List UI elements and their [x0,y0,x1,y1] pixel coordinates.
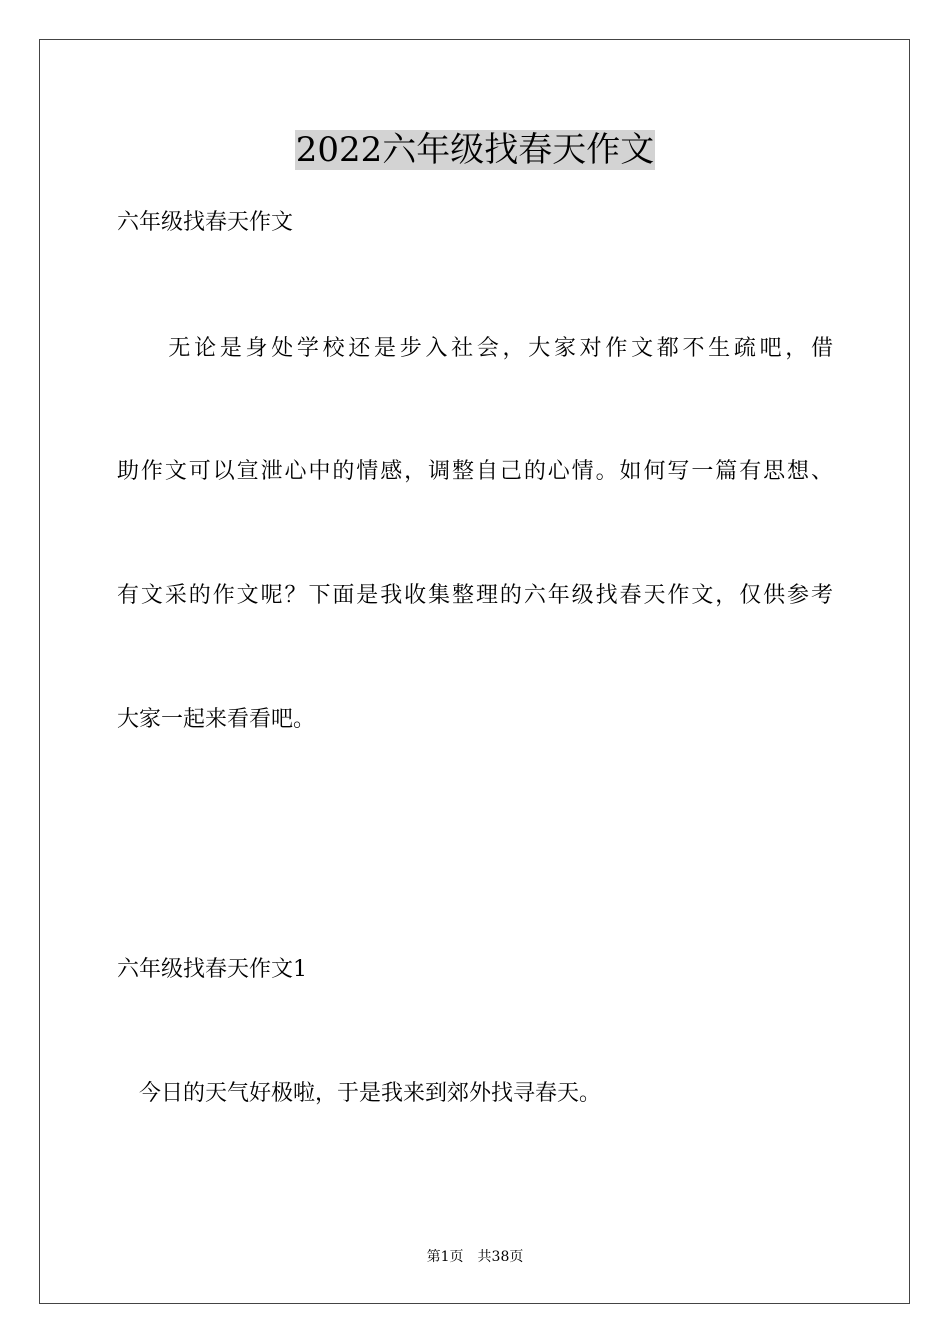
section-heading: 六年级找春天作文1 [117,957,307,982]
section-paragraph-line: 今日的天气好极啦，于是我来到郊外找寻春天。 [117,1081,602,1106]
intro-line-4: 大家一起来看看吧。 [117,707,316,732]
intro-line-2: 助作文可以宣泄心中的情感，调整自己的心情。如何写一篇有思想、 [117,459,833,484]
page-footer [0,1248,950,1266]
document-subtitle: 六年级找春天作文 [117,210,294,235]
page-number: 第1页 [426,1249,464,1265]
intro-line-3: 有文采的作文呢？下面是我收集整理的六年级找春天作文，仅供参考 [117,583,833,608]
document-title-text: 2022六年级找春天作文 [295,130,655,170]
page-total: 共38页 [477,1249,524,1265]
document-title [0,128,950,172]
intro-line-1: 无论是身处学校还是步入社会，大家对作文都不生疏吧，借 [117,336,833,361]
